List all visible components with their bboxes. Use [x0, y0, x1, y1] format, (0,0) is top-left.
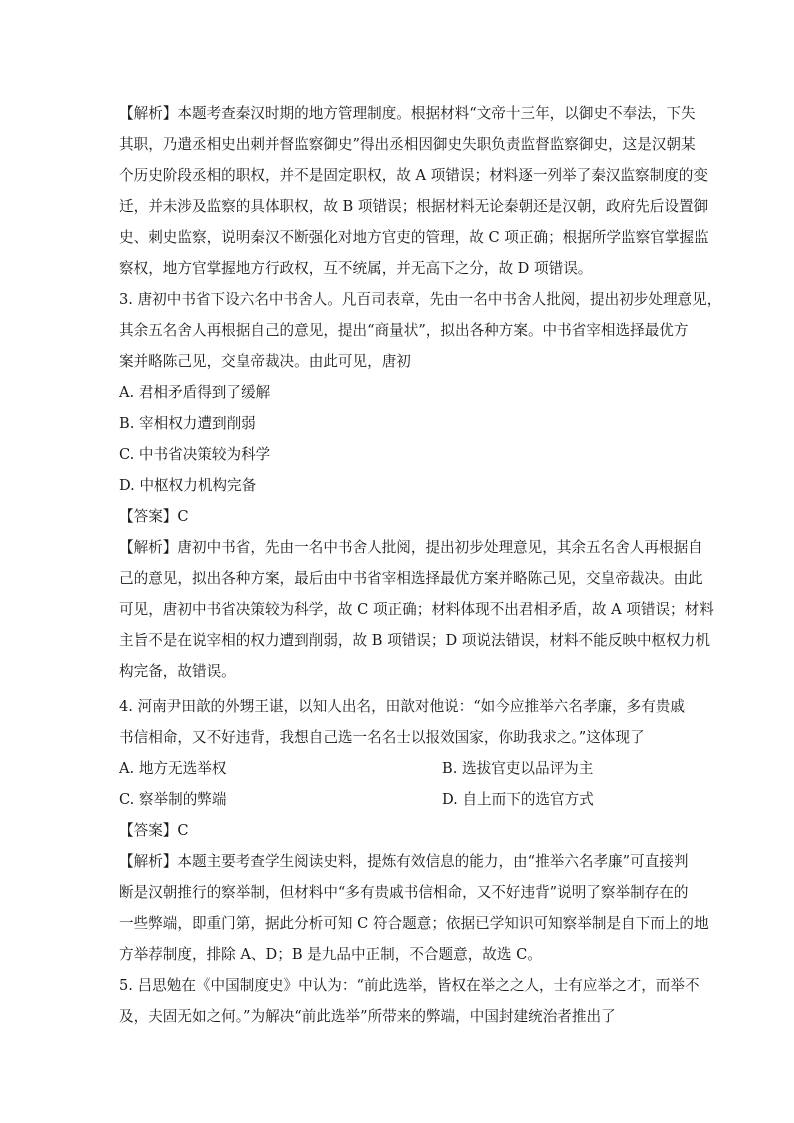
question-4-option-b: B. 选拔官吏以品评为主	[442, 760, 594, 777]
analysis-text: 可见，唐初中书省决策较为科学，故 C 项正确；材料体现不出君相矛盾，故 A 项错误；材料	[119, 601, 714, 618]
question-3-option-c: C. 中书省决策较为科学	[119, 446, 271, 463]
question-4-option-d: D. 自上而下的选官方式	[442, 791, 594, 808]
analysis-text: 【解析】本题主要考查学生阅读史料，提炼有效信息的能力，由“推举六名孝廉”可直接判	[119, 853, 689, 870]
analysis-text: 构完备，故错误。	[119, 663, 236, 680]
question-3-text: 案并略陈己见，交皇帝裁决。由此可见，唐初	[119, 353, 411, 370]
question-4-option-a: A. 地方无选举权	[119, 760, 227, 777]
analysis-text: 主旨不是在说宰相的权力遭到削弱，故 B 项错误；D 项说法错误，材料不能反映中枢权力机	[119, 632, 710, 649]
text-line: 其职，乃遣丞相史出刺并督监察御史”得出丞相因御史失职负责监督监察御史，这是汉朝某	[119, 136, 696, 153]
question-3-text: 其余五名舍人再根据自己的意见，提出“商量状”，拟出各种方案。中书省宰相选择最优方	[119, 322, 689, 339]
answer-label: 【答案】C	[119, 822, 189, 839]
question-3-text: 3. 唐初中书省下设六名中书舍人。凡百司表章，先由一名中书舍人批阅，提出初步处理意见，	[119, 291, 722, 308]
question-3-option-b: B. 宰相权力遭到削弱	[119, 415, 256, 432]
text-line: 【解析】本题考查秦汉时期的地方管理制度。根据材料“文帝十三年，以御史不奉法，下失	[119, 105, 696, 122]
text-line: 察权，地方官掌握地方行政权，互不统属，并无高下之分，故 D 项错误。	[119, 260, 593, 277]
answer-label: 【答案】C	[119, 508, 189, 525]
analysis-text: 断是汉朝推行的察举制，但材料中“多有贵戚书信相命，又不好违背”说明了察举制存在的	[119, 884, 689, 901]
question-5-text: 5. 吕思勉在《中国制度史》中认为：“前此选举，皆权在举之之人，士有应举之才，而举不	[119, 977, 700, 994]
text-line: 迁，并未涉及监察的具体职权，故 B 项错误；根据材料无论秦朝还是汉朝，政府先后设置御	[119, 198, 709, 215]
question-5-text: 及，夫固无如之何。”为解决“前此选举”所带来的弊端，中国封建统治者推出了	[119, 1008, 616, 1025]
question-4-text: 4. 河南尹田歆的外甥王谌，以知人出名，田歆对他说：“如今应推举六名孝廉，多有贵戚	[119, 698, 685, 715]
question-4-option-c: C. 察举制的弊端	[119, 791, 227, 808]
question-4-text: 书信相命，又不好违背，我想自己选一名名士以报效国家，你助我求之。”这体现了	[119, 729, 645, 746]
analysis-text: 己的意见，拟出各种方案，最后由中书省宰相选择最优方案并略陈己见，交皇帝裁决。由此	[119, 570, 703, 587]
analysis-text: 方举荐制度，排除 A、D；B 是九品中正制，不合题意，故选 C。	[119, 946, 542, 963]
text-line: 个历史阶段丞相的职权，并不是固定职权，故 A 项错误；材料逐一列举了秦汉监察制度的变	[119, 167, 708, 184]
text-line: 史、刺史监察，说明秦汉不断强化对地方官吏的管理，故 C 项正确；根据所学监察官掌握监	[119, 229, 709, 246]
analysis-text: 【解析】唐初中书省，先由一名中书舍人批阅，提出初步处理意见，其余五名舍人再根据自	[119, 539, 703, 556]
question-3-option-a: A. 君相矛盾得到了缓解	[119, 384, 271, 401]
question-3-option-d: D. 中枢权力机构完备	[119, 477, 257, 494]
analysis-text: 一些弊端，即重门第，据此分析可知 C 符合题意；依据已学知识可知察举制是自下而上的地	[119, 915, 709, 932]
